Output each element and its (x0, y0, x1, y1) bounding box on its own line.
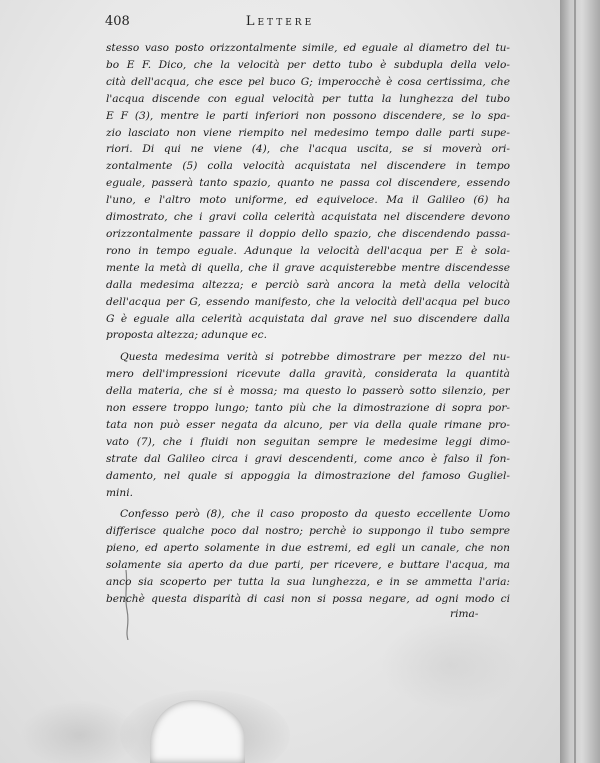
text-line: bo E F. Dico, che la velocità per detto tubo è subdupla della velo- (106, 58, 510, 71)
text-line: dalla medesima altezza; e perciò sarà ancora la metà della velocità (106, 278, 510, 291)
text-line: pieno, ed aperto solamente in due estremi, ed egli un canale, che non (106, 542, 510, 555)
text-line: eguale, passerà tanto spazio, quanto ne passa col discendere, essendo (106, 177, 510, 190)
text-line: E F (3), mentre le parti inferiori non possono discendere, se lo spa- (106, 109, 510, 122)
text-line: proposta altezza; adunque ec. (106, 329, 267, 342)
page-number: 408 (105, 14, 130, 29)
text-line: rono in tempo eguale. Adunque la velocità dell'acqua per E è sola- (106, 244, 510, 257)
water-stain (380, 620, 520, 710)
text-line: vato (7), che i fluidi non seguitan sempre le medesime leggi dimo- (106, 435, 510, 448)
text-line: stesso vaso posto orizzontalmente simile, ed eguale al diametro del tu- (106, 42, 510, 54)
book-spine (560, 0, 600, 763)
text-line: damento, nel quale si appoggia la dimostrazione del famoso Gugliel- (106, 469, 510, 482)
text-line: non essere troppo lungo; tanto più che la dimostrazione di sopra por- (106, 402, 510, 415)
text-line: l'uno, e l'altro moto uniforme, ed equiveloce. Ma il Galileo (6) ha (106, 194, 510, 207)
torn-paper-edge (150, 700, 245, 763)
text-line: strate dal Galileo circa i gravi descendenti, come anco è falso il fon- (106, 452, 510, 465)
text-line: solamente sia aperto da due parti, per ricevere, e buttare l'acqua, ma (106, 559, 510, 572)
text-line: della materia, che si è mossa; ma questo lo passerò sotto silenzio, per (106, 385, 510, 398)
running-head: Lettere (245, 14, 315, 29)
text-line: orizzontalmente passare il doppio dello spazio, che discendendo passa- (106, 227, 510, 240)
text-line: riori. Di qui ne viene (4), che l'acqua uscita, se si moverà ori- (106, 143, 510, 156)
text-line: benchè questa disparità di casi non si possa negare, ad ogni modo ci (106, 593, 510, 605)
text-line: Questa medesima verità si potrebbe dimostrare per mezzo del nu- (120, 351, 510, 364)
water-stain (20, 700, 140, 763)
text-line: anco sia scoperto per tutta la sua lunghezza, e in se ammetta l'aria: (106, 576, 510, 589)
text-line: dell'acqua per G, essendo manifesto, che la velocità dell'acqua pel buco (106, 295, 510, 308)
text-line: mente la metà di quella, che il grave acquisterebbe mentre discendesse (106, 261, 510, 274)
text-line: dimostrato, che i gravi colla celerità acquistata nel discendere devono (106, 211, 510, 224)
text-line: zio lasciato non viene riempito nel medesimo tempo dalle parti supe- (106, 126, 510, 139)
text-line: tata non può esser negata da alcuno, per via della quale rimane pro- (106, 418, 510, 431)
catchword: rima- (450, 608, 479, 620)
text-line: l'acqua discende con egual velocità per tutta la lunghezza del tubo (106, 92, 510, 105)
text-line: zontalmente (5) colla velocità acquistata nel discendere in tempo (106, 160, 510, 173)
text-line: mini. (106, 486, 134, 499)
text-line: differisce qualche poco dal nostro; perchè io suppongo il tubo sempre (106, 525, 510, 538)
body-text (106, 40, 510, 608)
text-line: G è eguale alla celerità acquistata dal grave nel suo discendere dalla (106, 312, 510, 325)
text-line: mero dell'impressioni ricevute dalla gravità, considerata la quantità (106, 368, 510, 381)
text-line: cità dell'acqua, che esce pel buco G; imperocchè è cosa certissima, che (106, 75, 510, 88)
text-line: Confesso però (8), che il caso proposto da questo eccellente Uomo (120, 508, 510, 521)
